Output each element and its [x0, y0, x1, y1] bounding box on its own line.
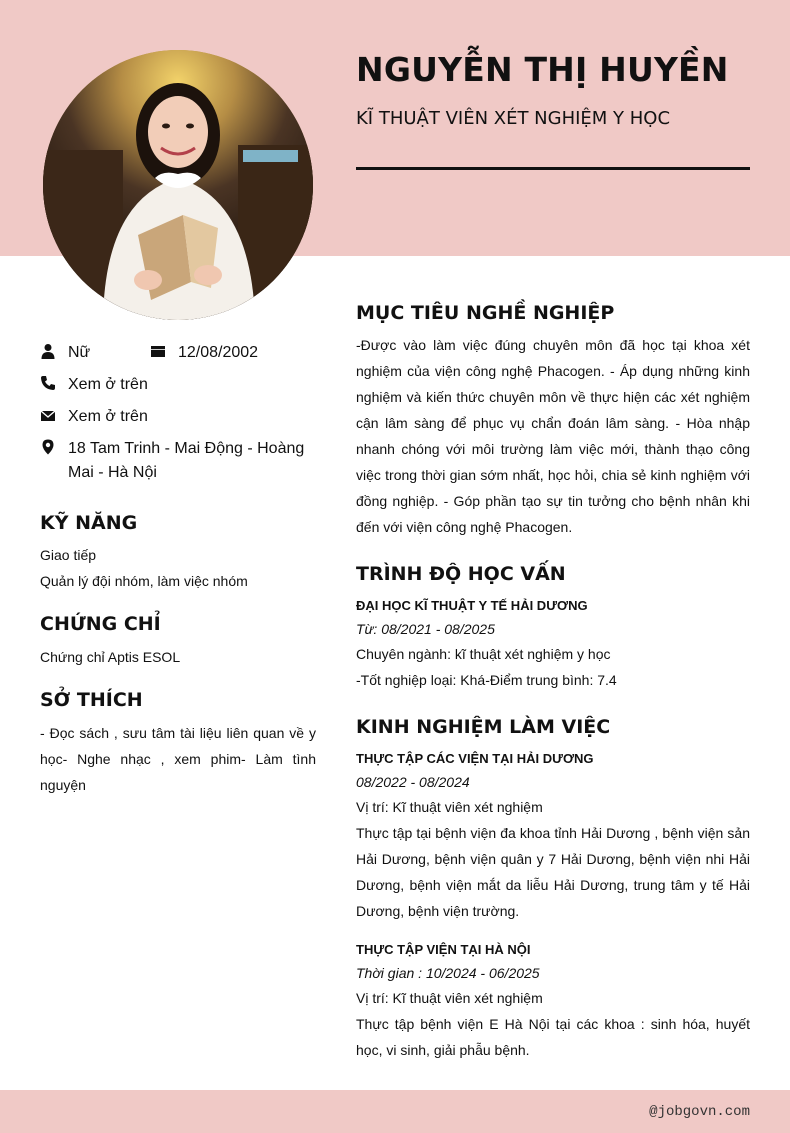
job-description: Thực tập tại bệnh viện đa khoa tỉnh Hải Dương , bệnh viện sản Hải Dương, bệnh viện quân y 7 Hải Dương, bệnh viện nhi Hải Dương, bệnh viện mắt da liễu Hải Dương, trung tâm y tế Hải Dương, bệnh viện trường.	[356, 825, 750, 919]
birthdate-row	[150, 341, 258, 365]
phone-value: Xem ở trên	[68, 376, 148, 393]
experience-heading: KINH NGHIỆM LÀM VIỆC	[356, 716, 611, 738]
job-title: KĨ THUẬT VIÊN XÉT NGHIỆM Y HỌC	[356, 108, 671, 129]
job-org: THỰC TẬP CÁC VIỆN TẠI HẢI DƯƠNG	[356, 751, 594, 766]
address-value: 18 Tam Trinh - Mai Động - Hoàng Mai - Hà Nội	[68, 440, 305, 481]
phone-row	[40, 373, 148, 397]
job-period: 08/2022 - 08/2024	[356, 774, 470, 790]
address-row	[40, 437, 316, 485]
email-icon	[40, 407, 56, 423]
objective-text: -Được vào làm việc đúng chuyên môn đã học tại khoa xét nghiệm của viện công nghệ Phacogen. - Áp dụng những kinh nghiệm và kiến thức chuyên môn về thực hiện các xét nghiệm cận lâm sàng để phục vụ chẩn đoán lâm sàng. - Hòa nhập nhanh chóng với môi trường làm việc mới, thành thạo công việc trong thời gian sớm nhất, học hỏi, chia sẻ kinh nghiệm với đồng nghiệp. - Góp phần tạo sự tin tưởng cho bệnh nhân khi đến với viện công nghệ Phacogen.	[356, 337, 750, 535]
certificates-heading: CHỨNG CHỈ	[40, 613, 161, 635]
job-org: THỰC TẬP VIỆN TẠI HÀ NỘI	[356, 942, 531, 957]
hobbies-heading: SỞ THÍCH	[40, 689, 143, 711]
education-period: Từ: 08/2021 - 08/2025	[356, 621, 495, 637]
education-major: Chuyên ngành: kĩ thuật xét nghiệm y học	[356, 646, 611, 662]
title-divider	[356, 167, 750, 170]
job-position: Vị trí: Kĩ thuật viên xét nghiệm	[356, 799, 543, 815]
skill-item: Giao tiếp	[40, 547, 97, 563]
gender-value: Nữ	[68, 344, 91, 361]
birthdate-value: 12/08/2002	[178, 344, 259, 361]
education-heading: TRÌNH ĐỘ HỌC VẤN	[356, 563, 566, 585]
location-icon	[40, 439, 56, 455]
phone-icon	[40, 375, 56, 391]
person-icon	[40, 343, 56, 359]
job-description: Thực tập bệnh viện E Hà Nội tại các khoa : sinh hóa, huyết học, vi sinh, giải phẫu bệnh.	[356, 1016, 750, 1058]
candidate-name: NGUYỄN THỊ HUYỀN	[356, 50, 729, 89]
gender-row	[40, 341, 90, 365]
footer-watermark: @jobgovn.com	[649, 1104, 750, 1120]
email-row	[40, 405, 148, 429]
school-name: ĐẠI HỌC KĨ THUẬT Y TẾ HẢI DƯƠNG	[356, 598, 588, 613]
hobbies-text: - Đọc sách , sưu tâm tài liệu liên quan về y học- Nghe nhạc , xem phim- Làm tình nguyện	[40, 725, 316, 793]
education-grade: -Tốt nghiệp loại: Khá-Điểm trung bình: 7.4	[356, 672, 617, 688]
skill-item: Quản lý đội nhóm, làm việc nhóm	[40, 573, 248, 589]
job-period: Thời gian : 10/2024 - 06/2025	[356, 965, 540, 981]
objective-heading: MỤC TIÊU NGHỀ NGHIỆP	[356, 302, 615, 324]
email-value: Xem ở trên	[68, 408, 148, 425]
calendar-icon	[150, 343, 166, 359]
certificate-item: Chứng chỉ Aptis ESOL	[40, 649, 181, 665]
job-position: Vị trí: Kĩ thuật viên xét nghiệm	[356, 990, 543, 1006]
skills-heading: KỸ NĂNG	[40, 512, 138, 534]
profile-photo	[43, 50, 313, 320]
